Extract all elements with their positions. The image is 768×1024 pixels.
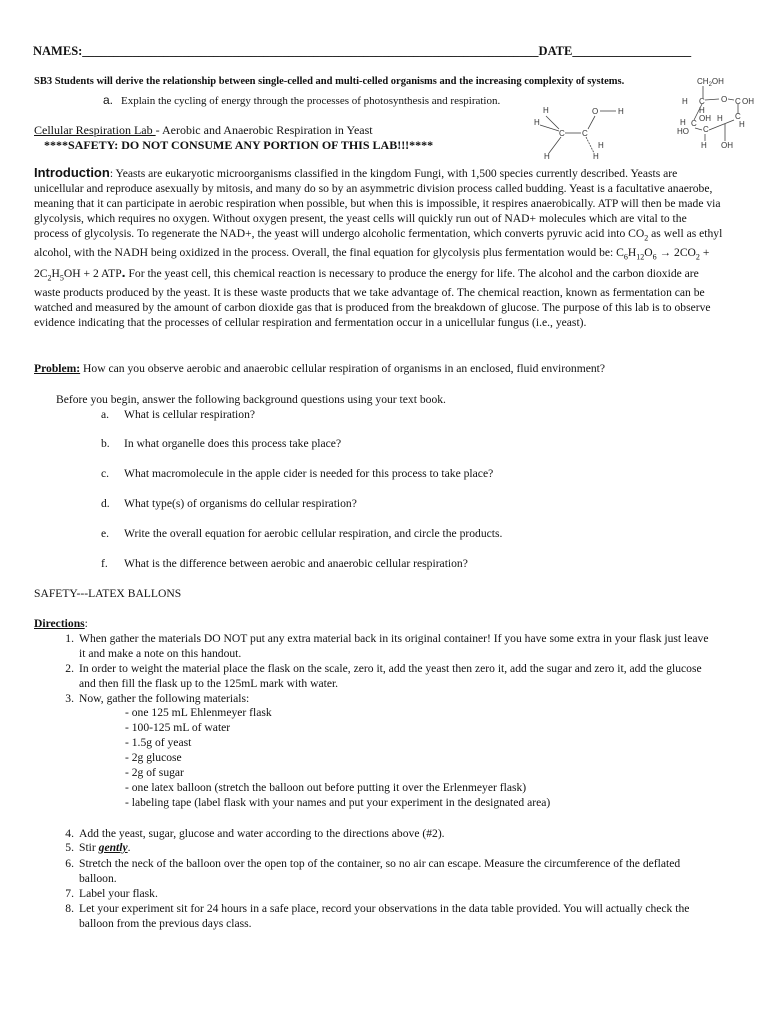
ethanol-molecule-diagram <box>528 103 628 161</box>
ethanol-h-br: H <box>593 152 599 161</box>
ethanol-c2: C <box>582 129 588 138</box>
glucose-ch2oh: $CH_2OH$ <box>697 77 724 88</box>
latex-safety-note: SAFETY---LATEX BALLONS <box>34 587 182 600</box>
gently-emphasis: gently <box>98 841 128 854</box>
material-item: - one latex balloon (stretch the balloon out before putting it over the Erlenmeyer flask) <box>125 781 527 794</box>
glucose-oh2: OH <box>699 114 711 123</box>
material-item: - one 125 mL Ehlenmeyer flask <box>125 706 272 719</box>
material-item: - labeling tape (label flask with your names and put your experiment in the designated area) <box>125 796 551 809</box>
glucose-h2: H <box>699 106 705 115</box>
introduction-heading: Introduction <box>34 165 110 180</box>
direction-step-1: 1. When gather the materials DO NOT put any extra material back in its original container! If you have some extra in your flask just leave it and make a note on this handout. <box>65 632 709 660</box>
glucose-c2: C <box>735 112 741 121</box>
question-a: a. What is cellular respiration? <box>101 408 256 421</box>
standard-item <box>103 93 500 107</box>
ethanol-h-bl: H <box>544 152 550 161</box>
glucose-c5: C <box>699 97 705 106</box>
standard-code: SB3 Students will derive the relationship between single-celled and multi-celled organisms and the increasing complexity of systems. <box>34 76 625 87</box>
question-d: d. What type(s) of organisms do cellular respiration? <box>101 497 357 510</box>
lab-title <box>34 123 373 138</box>
question-e: e. Write the overall equation for aerobic cellular respiration, and circle the products. <box>101 527 503 540</box>
glucose-o-ring: O <box>721 95 728 104</box>
glucose-oh3: OH <box>721 141 733 150</box>
glucose-c3: C <box>703 125 709 134</box>
ethanol-h-top: H <box>543 106 549 115</box>
glucose-ho: HO <box>677 127 689 136</box>
directions-heading: Directions: <box>34 617 88 630</box>
glucose-h4: H <box>680 118 686 127</box>
ethanol-h-right: H <box>598 141 604 150</box>
glucose-h3: H <box>717 114 723 123</box>
glucose-c1: C <box>735 97 741 106</box>
background-intro: Before you begin, answer the following background questions using your text book. <box>56 393 446 406</box>
introduction-paragraph: Introduction: Yeasts are eukaryotic microorganisms classified in the kingdom Fungi, with 1,500 species currently described. Yeasts are unicellular and reproduce asexually by mitosis, and many do so by an asymmetric division process called budding. Yeast is a facultative anaerobe, meaning that it can participate in aerobic respiration when possible, but when this is impossible, it respires anaerobically. ATP will then be made via glycolysis, which requires no oxygen. Without oxygen present, the yeast cells will quickly run out of NAD+ molecules which are vital to the process of glycolysis. To regenerate the NAD+, the yeast will undergo alcoholic fermentation, which converts pyruvic acid into $CO_2$ as well as ethyl alcohol, with the NADH being oxidized in the process. Overall, the final equation for glycolysis plus fermentation would be: $C_6H_{12}O_6 \to 2CO_2 + 2C_2H_5OH + 2$ ATP. For the yeast cell, this chemical reaction is necessary to produce the energy for life. The alcohol and the carbon dioxide are waste products produced by the yeast. It is these waste products that we take advantage of. The chemical reaction, known as fermentation can be watched and measured by the amount of carbon dioxide gas that is produced from the breakdown of glucose. The purpose of this lab is to observe evidence indicating that the processes of cellular respiration and fermentation occur in a unicellular fungus (i.e., yeast). <box>34 165 723 329</box>
problem-statement <box>34 362 605 375</box>
material-item: - 100-125 mL of water <box>125 721 231 734</box>
direction-step-4: 4. Add the yeast, sugar, glucose and water according to the directions above (#2). <box>65 827 445 840</box>
names-date-line[interactable]: NAMES:_________________________________________________________________________DATE___________________ <box>33 44 692 58</box>
ethanol-o: O <box>592 107 599 116</box>
lab-title-main: Cellular Respiration Lab <box>34 123 156 137</box>
direction-step-8: 8. Let your experiment sit for 24 hours in a safe place, record your observations in the data table provided. You will actually check the balloon from the previous days class. <box>65 902 690 930</box>
arrow-icon: → <box>656 246 675 260</box>
glucose-h5: H <box>739 120 745 129</box>
ethanol-h-left: H <box>534 118 540 127</box>
ethanol-h-oh: H <box>618 107 624 116</box>
lab-title-sub: - Aerobic and Anaerobic Respiration in Yeast <box>155 123 373 137</box>
problem-label: Problem: <box>34 362 81 375</box>
question-c: c. What macromolecule in the apple cider is needed for this process to take place? <box>101 467 494 480</box>
direction-step-6: 6. Stretch the neck of the balloon over the open top of the container, so no air can escape. Measure the circumference of the deflated balloon. <box>65 857 681 885</box>
glucose-h1: H <box>682 97 688 106</box>
material-item: - 2g glucose <box>125 751 182 764</box>
question-b: b. In what organelle does this process take place? <box>101 437 342 450</box>
problem-text: How can you observe aerobic and anaerobic cellular respiration of organisms in an enclosed, fluid environment? <box>80 362 606 375</box>
glucose-oh1: OH <box>742 97 754 106</box>
direction-step-5: 5. Stir gently. <box>65 841 131 854</box>
material-item: - 1.5g of yeast <box>125 736 192 749</box>
direction-step-2: 2. In order to weight the material place the flask on the scale, zero it, add the yeast then zero it, add the sugar and zero it, add the glucose and then fill the flask up to the 125mL mark with water. <box>65 662 702 690</box>
direction-step-3: 3. Now, gather the following materials: <box>65 692 250 705</box>
glucose-molecule-diagram <box>673 74 757 150</box>
standard-item-label: a. <box>103 93 114 107</box>
safety-warning: ****SAFETY: DO NOT CONSUME ANY PORTION OF THIS LAB!!!**** <box>44 138 434 152</box>
direction-step-7: 7. Label your flask. <box>65 887 158 900</box>
question-f: f. What is the difference between aerobic and anaerobic cellular respiration? <box>101 557 468 570</box>
glucose-c4: C <box>691 119 697 128</box>
ethanol-c1: C <box>559 129 565 138</box>
material-item: - 2g of sugar <box>125 766 184 779</box>
standard-item-text: Explain the cycling of energy through the processes of photosynthesis and respiration. <box>121 95 501 107</box>
glucose-h6: H <box>701 141 707 150</box>
